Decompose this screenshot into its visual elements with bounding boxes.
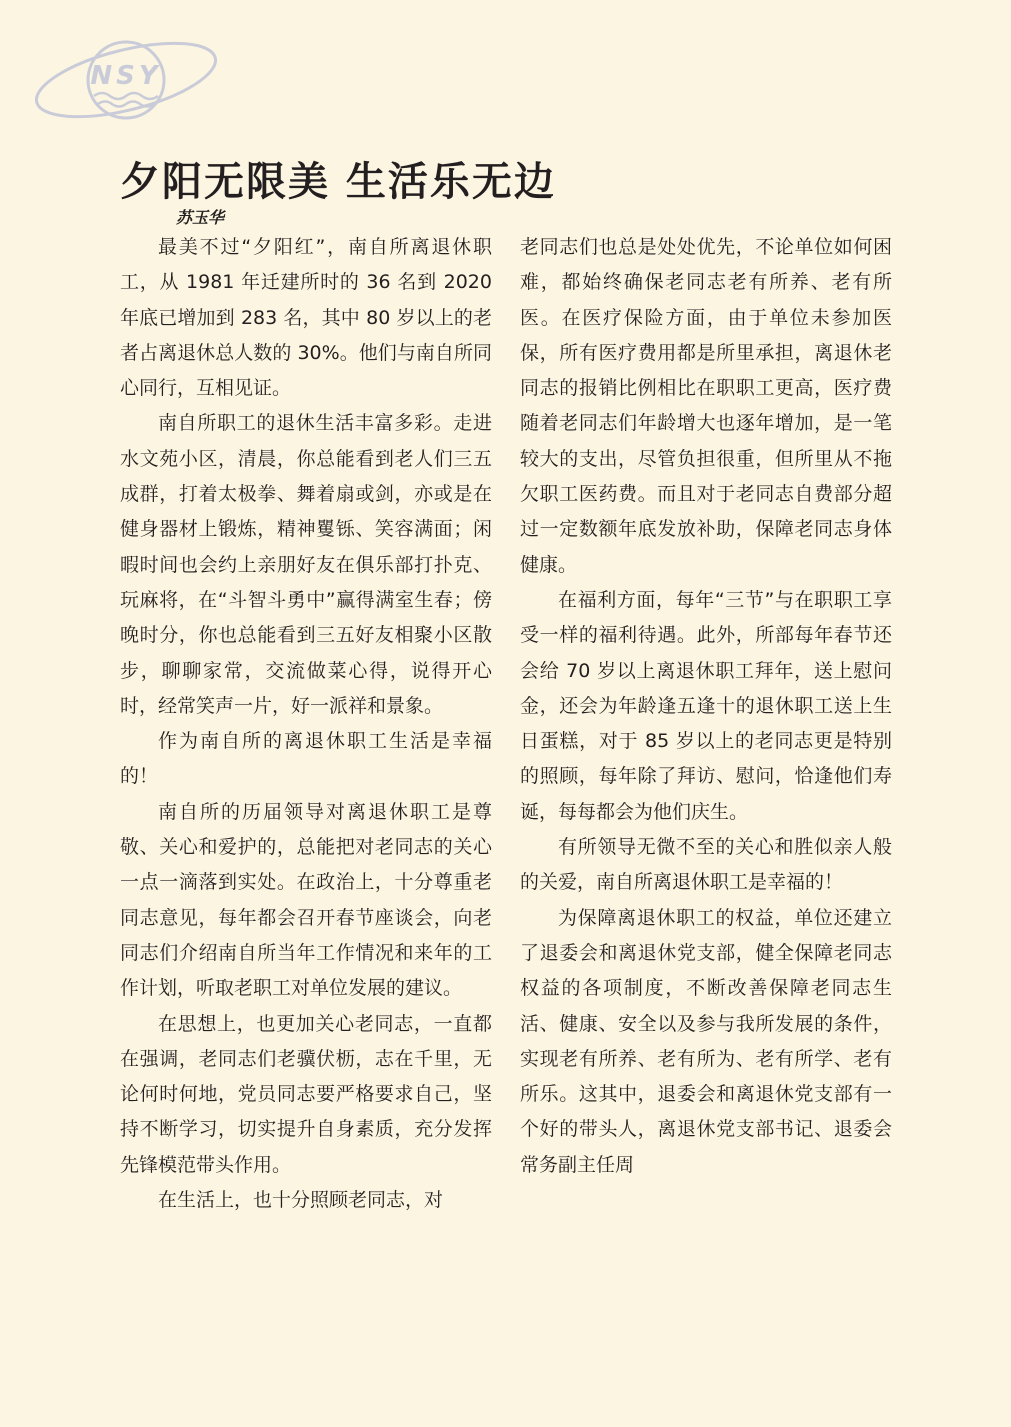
paragraph: 南自所职工的退休生活丰富多彩。走进水文苑小区，清晨，你总能看到老人们三五成群，打着太极拳、舞着扇或剑，亦或是在健身器材上锻炼，精神矍铄、笑容满面；闲暇时间也会约上亲朋好友在俱乐部打扑克、玩麻将，在“斗智斗勇中”赢得满室生春；傍晚时分，你也总能看到三五好友相聚小区散步，聊聊家常，交流做菜心得，说得开心时，经常笑声一片，好一派祥和景象。: [120, 412, 492, 717]
paragraph: 作为南自所的离退休职工生活是幸福的！: [120, 730, 492, 788]
svg-text:NSY: NSY: [90, 61, 162, 91]
paragraph: 在生活上，也十分照顾老同志，对: [158, 1189, 444, 1212]
left-column: [120, 230, 492, 1218]
paragraph: 有所领导无微不至的关心和胜似亲人般的关爱，南自所离退休职工是幸福的！: [520, 836, 892, 894]
paragraph: 老同志们也总是处处优先，不论单位如何困难，都始终确保老同志老有所养、老有所医。在医疗保险方面，由于单位未参加医保，所有医疗费用都是所里承担，离退休老同志的报销比例相比在职职工更高，医疗费随着老同志们年龄增大也逐年增加，是一笔较大的支出，尽管负担很重，但所里从不拖欠职工医药费。而且对于老同志自费部分超过一定数额年底发放补助，保障老同志身体健康。: [520, 236, 892, 576]
right-column: [520, 230, 892, 1183]
paragraph: 在思想上，也更加关心老同志，一直都在强调，老同志们老骥伏枥，志在千里，无论何时何地，党员同志要严格要求自己，坚持不断学习，切实提升自身素质，充分发挥先锋模范带头作用。: [120, 1012, 492, 1176]
article-title: 夕阳无限美 生活乐无边: [120, 158, 556, 205]
article-author: 苏玉华: [176, 208, 225, 227]
paragraph: 在福利方面，每年“三节”与在职职工享受一样的福利待遇。此外，所部每年春节还会给 70 岁以上离退休职工拜年，送上慰问金，还会为年龄逢五逢十的退休职工送上生日蛋糕，对于 85 岁以上的老同志更是特别的照顾，每年除了拜访、慰问，恰逢他们寿诞，每每都会为他们庆生。: [520, 588, 892, 823]
paragraph: 南自所的历届领导对离退休职工是尊敬、关心和爱护的，总能把对老同志的关心一点一滴落到实处。在政治上，十分尊重老同志意见，每年都会召开春节座谈会，向老同志们介绍南自所当年工作情况和来年的工作计划，听取老职工对单位发展的建议。: [120, 800, 492, 1000]
nsy-logo-icon: [28, 28, 228, 128]
paragraph: 为保障离退休职工的权益，单位还建立了退委会和离退休党支部，健全保障老同志权益的各项制度，不断改善保障老同志生活、健康、安全以及参与我所发展的条件，实现老有所养、老有所为、老有所学、老有所乐。这其中，退委会和离退休党支部有一个好的带头人，离退休党支部书记、退委会常务副主任周: [520, 906, 892, 1176]
paragraph: 最美不过“夕阳红”，南自所离退休职工，从 1981 年迁建所时的 36 名到 2020 年底已增加到 283 名，其中 80 岁以上的老者占离退休总人数的 30%。他们与南自所同心同行，互相见证。: [120, 236, 492, 400]
